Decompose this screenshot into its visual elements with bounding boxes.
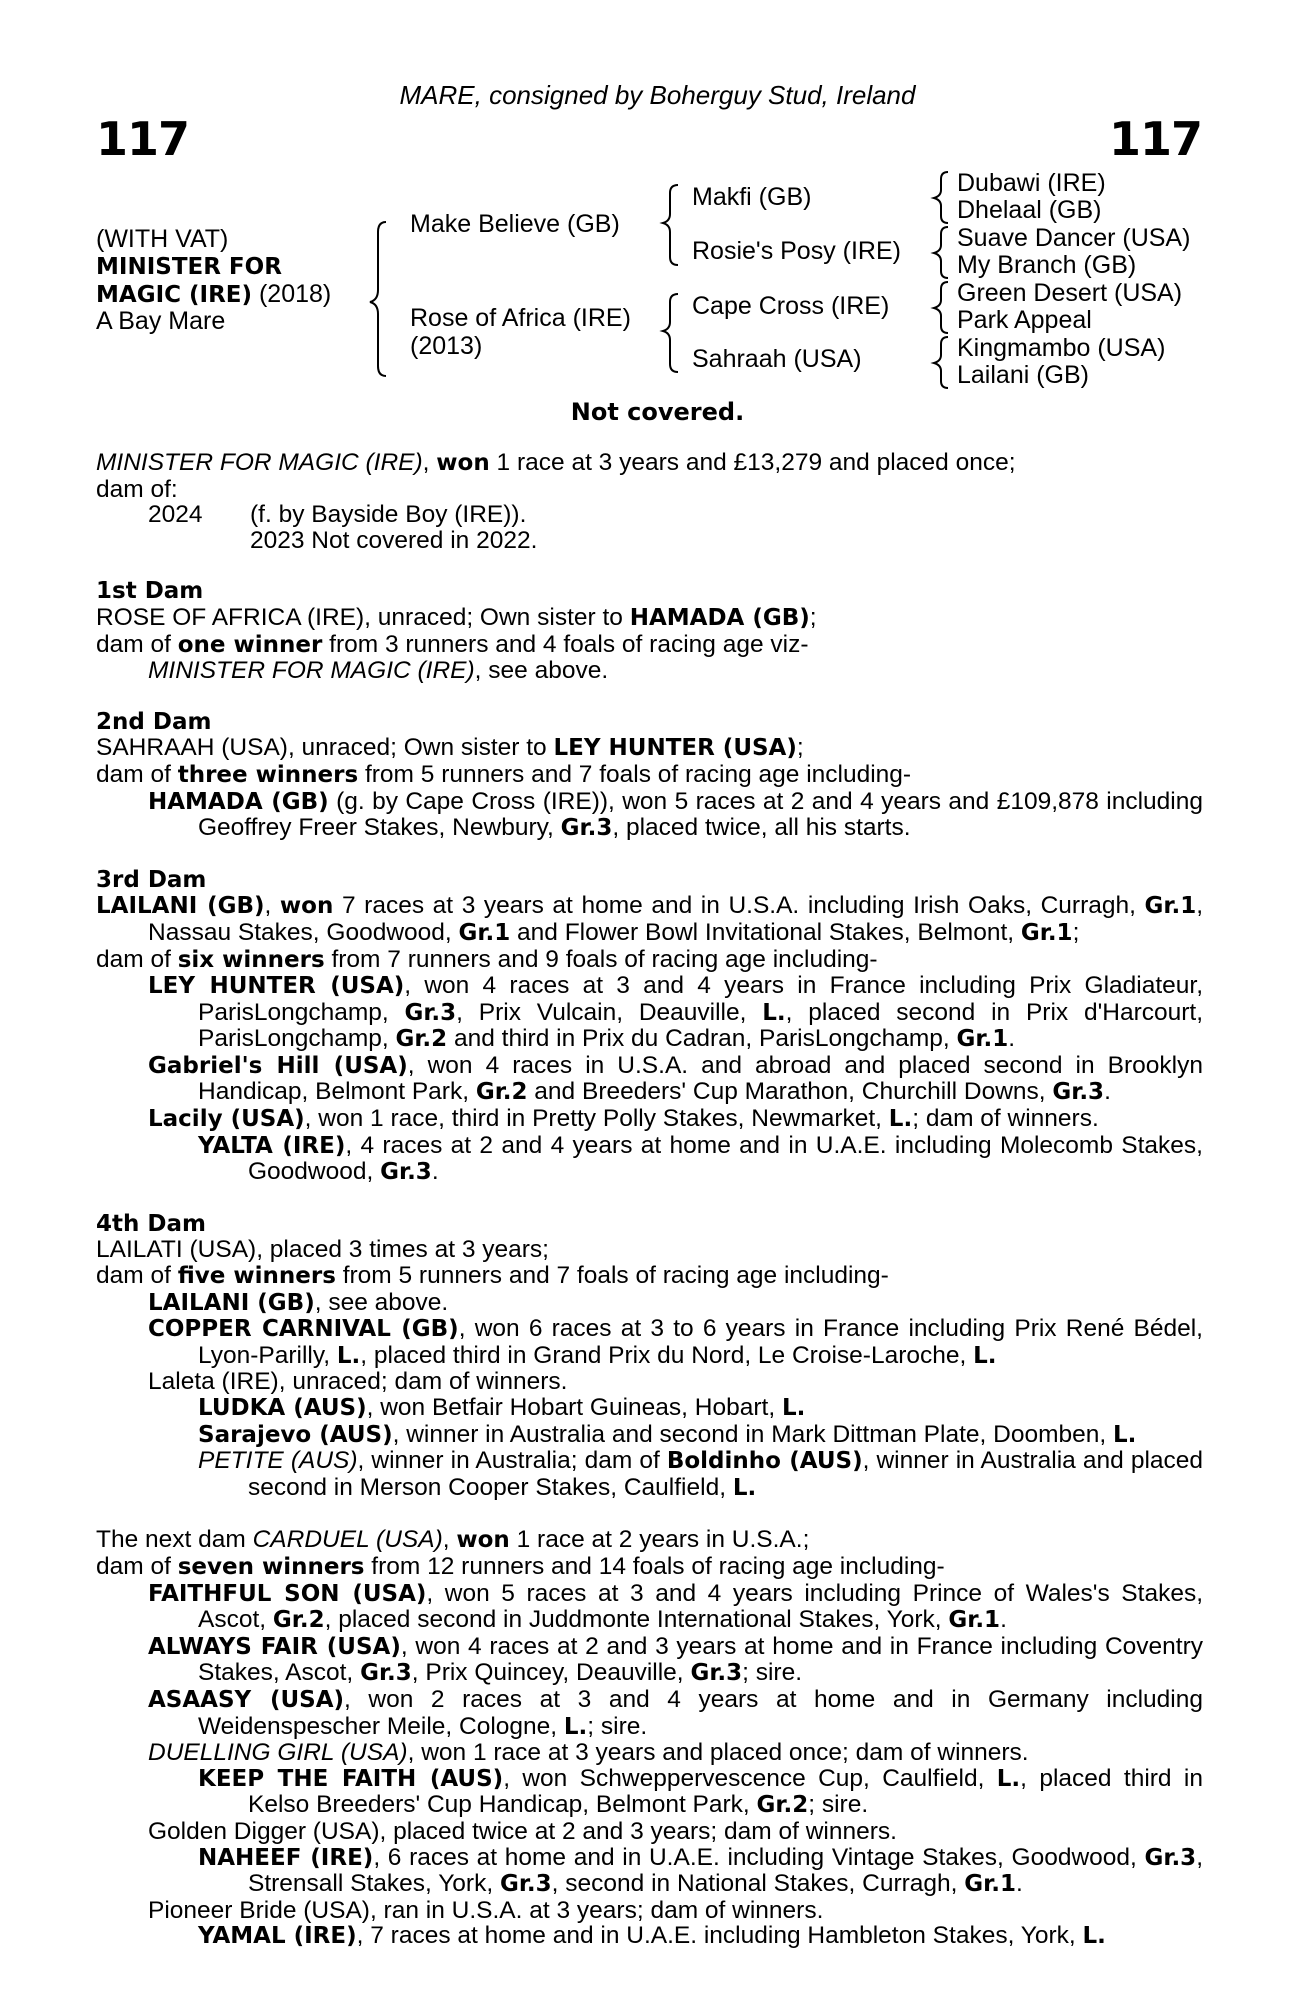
next-dam-line1 [96, 1527, 1203, 1554]
text: dam of [96, 760, 178, 788]
text: , 7 races at home and in U.A.E. including Hambleton Stakes, York, [356, 1922, 1083, 1950]
produce-row [96, 502, 1203, 528]
produce-text: (f. by Bayside Boy (IRE)). [250, 501, 527, 529]
text: . [1008, 1025, 1016, 1053]
text: , placed second in Juddmonte International Stakes, York, [324, 1606, 949, 1634]
horse-name-ref: LUDKA (AUS) [198, 1395, 367, 1421]
text: . [1000, 1606, 1007, 1634]
dam-of-label: dam of: [96, 475, 178, 503]
text: , [264, 892, 280, 920]
text: , won 4 races at 3 and 4 years in France including Prix Gladiateur, ParisLongchamp, [198, 972, 1203, 1026]
text: , won 2 races at 3 and 4 years at home and in Germany including Weidenspescher Meile, Cologne, [198, 1685, 1203, 1740]
next-dam-produce-1 [96, 1581, 1203, 1634]
fourth-dam-line1: LAILATI (USA), placed 3 times at 3 years; [96, 1236, 549, 1264]
text: dam of [96, 945, 178, 973]
grade: Gr.3 [560, 815, 613, 842]
text: , won 4 races at 2 and 3 years at home and in France including Coventry Stakes, Ascot, [198, 1632, 1204, 1687]
winners-count: one winner [177, 631, 323, 658]
text: ; sire. [808, 1791, 869, 1819]
grade: Gr.1 [948, 1607, 1001, 1634]
text: 7 races at 3 years at home and in U.S.A. including Irish Oaks, Curragh, [333, 892, 1145, 920]
horse-name-ref: COPPER CARNIVAL (GB) [148, 1316, 459, 1343]
horse-description: A Bay Mare [96, 307, 226, 335]
text: dam of [96, 630, 178, 658]
produce-year: 2024 [148, 501, 203, 529]
horse-name-ref: Lacily (USA) [148, 1106, 305, 1133]
text: from 3 runners and 4 foals of racing age viz- [322, 630, 809, 658]
first-dam-line2 [96, 632, 1203, 659]
horse-name-ref: HAMADA (GB) [148, 788, 329, 815]
grade: Gr.3 [690, 1660, 743, 1687]
text: , placed third in Grand Prix du Nord, Le Croise-Laroche, [360, 1341, 974, 1369]
grade: Gr.1 [1144, 893, 1197, 920]
text: from 7 runners and 9 foals of racing age including- [324, 945, 878, 973]
pedigree-dam: Rose of Africa (IRE) [410, 304, 631, 332]
pedigree-sire: Make Believe (GB) [410, 210, 620, 238]
text: and Flower Bowl Invitational Stakes, Belmont, [510, 918, 1021, 946]
pedigree-dam-sire: Cape Cross (IRE) [692, 292, 890, 320]
grade: Gr.2 [395, 1026, 448, 1053]
text: , Nassau Stakes, Goodwood, [148, 892, 1204, 946]
text: ; sire. [587, 1712, 648, 1740]
horse-name-ref: HAMADA (GB) [629, 604, 810, 631]
text: and third in Prix du Cadran, ParisLongchamp, [447, 1025, 957, 1053]
grade: Gr.3 [404, 999, 457, 1026]
text: , placed second in Prix d'Harcourt, ParisLongchamp, [198, 998, 1203, 1053]
grade: Gr.3 [1052, 1079, 1105, 1106]
horse-name-ref: CARDUEL (USA) [252, 1526, 443, 1554]
winners-count: five winners [177, 1263, 336, 1290]
horse-name: MAGIC (IRE) [96, 282, 253, 308]
foaling-year: (2018) [258, 280, 332, 308]
text: , won 4 races in U.S.A. and abroad and placed second in Brooklyn Handicap, Belmont Park, [198, 1051, 1203, 1106]
horse-name-ref: PETITE (AUS) [198, 1447, 358, 1475]
text: . [1015, 1870, 1023, 1898]
grade: L. [996, 1765, 1021, 1792]
text: ; [809, 603, 817, 631]
text: , winner in Australia; dam of [357, 1447, 667, 1475]
next-dam-produce-6: Pioneer Bride (USA), ran in U.S.A. at 3 years; dam of winners. [148, 1896, 824, 1924]
won-bold: won [436, 450, 490, 476]
fourth-dam-produce-1 [96, 1290, 1203, 1317]
horse-name-ref: LAILANI (GB) [96, 893, 265, 920]
pedigree-g3: Suave Dancer (USA) [957, 224, 1191, 252]
grade: Gr.3 [380, 1159, 432, 1186]
next-dam-produce-2 [96, 1634, 1203, 1687]
pedigree-sire-sire: Makfi (GB) [692, 183, 812, 211]
first-dam-line1 [96, 605, 1203, 632]
won-bold: won [279, 893, 334, 920]
grade: Gr.3 [360, 1660, 412, 1687]
horse-name-ref: LEY HUNTER (USA) [553, 735, 797, 762]
intro-line [96, 450, 1203, 477]
fourth-dam-produce-2 [96, 1316, 1203, 1369]
third-dam-produce-2 [96, 1053, 1203, 1106]
text: , Strensall Stakes, York, [248, 1843, 1203, 1898]
third-dam-produce-3 [96, 1106, 1203, 1133]
text: ; sire. [742, 1659, 803, 1687]
second-dam-line2 [96, 762, 1203, 789]
horse-name-ref: Sarajevo (AUS) [198, 1421, 393, 1448]
grade: L. [762, 999, 786, 1026]
horse-name-ref: DUELLING GIRL (USA) [148, 1739, 408, 1767]
text: from 5 runners and 7 foals of racing age including- [358, 760, 912, 788]
next-dam-grandproduce-3 [96, 1923, 1203, 1950]
text: , winner in Australia and second in Mark Dittman Plate, Doomben, [392, 1420, 1113, 1448]
first-dam-heading: 1st Dam [96, 578, 204, 605]
text: , won Betfair Hobart Guineas, Hobart, [366, 1394, 782, 1421]
vat-label: (WITH VAT) [96, 225, 229, 253]
text: . [1104, 1078, 1111, 1106]
text: , placed third in Kelso Breeders' Cup Handicap, Belmont Park, [248, 1764, 1203, 1819]
text: , won 6 races at 3 to 6 years in France including Prix René Bédel, Lyon-Parilly, [198, 1315, 1203, 1369]
text: 1 race at 2 years in U.S.A.; [509, 1526, 810, 1554]
pedigree-sire-dam: Rosie's Posy (IRE) [692, 237, 901, 265]
fourth-dam-grandproduce-1 [96, 1395, 1203, 1422]
grade: Gr.2 [475, 1079, 528, 1106]
next-dam-line2 [96, 1554, 1203, 1581]
grade: L. [888, 1106, 913, 1133]
text: ROSE OF AFRICA (IRE), unraced; Own sister to [96, 603, 630, 631]
next-dam-grandproduce-1 [96, 1766, 1203, 1819]
pedigree-g5: Green Desert (USA) [957, 279, 1183, 307]
third-dam-line1 [96, 893, 1203, 946]
grade: Gr.2 [756, 1792, 809, 1819]
next-dam-grandproduce-2 [96, 1845, 1203, 1898]
horse-name-ref: KEEP THE FAITH (AUS) [198, 1765, 504, 1792]
horse-name-line1: MINISTER FOR [96, 254, 282, 280]
next-dam-produce-4 [96, 1740, 1203, 1766]
text: , Prix Vulcain, Deauville, [456, 998, 763, 1026]
pedigree-g2: Dhelaal (GB) [957, 196, 1102, 224]
text: , see above. [314, 1288, 449, 1316]
produce-note: 2023 Not covered in 2022. [250, 526, 538, 554]
grade: Gr.3 [1144, 1844, 1197, 1871]
grade: Gr.2 [272, 1607, 325, 1634]
fourth-dam-grandproduce-3 [96, 1448, 1203, 1501]
next-dam-produce-5: Golden Digger (USA), placed twice at 2 and 3 years; dam of winners. [148, 1817, 897, 1845]
grade: L. [781, 1395, 806, 1421]
text: . [431, 1158, 439, 1186]
text: , [422, 449, 437, 476]
text: , [442, 1526, 457, 1554]
text: and Breeders' Cup Marathon, Churchill Downs, [527, 1078, 1053, 1106]
winners-count: six winners [177, 946, 325, 973]
third-dam-grandproduce [96, 1133, 1203, 1186]
catalogue-body [96, 450, 1203, 1950]
text: , won 5 races at 3 and 4 years including Prince of Wales's Stakes, Ascot, [198, 1579, 1204, 1634]
grade: Gr.1 [1020, 919, 1073, 946]
first-dam-line3 [96, 658, 1203, 684]
horse-name-ref: ALWAYS FAIR (USA) [148, 1633, 401, 1660]
pedigree-g1: Dubawi (IRE) [957, 169, 1106, 197]
pedigree-g7: Kingmambo (USA) [957, 334, 1166, 362]
text: , won Schweppervescence Cup, Caulfield, [503, 1764, 997, 1792]
text: 1 race at 3 years and £13,279 and placed once; [489, 449, 1016, 476]
horse-name-ref: YAMAL (IRE) [198, 1923, 357, 1950]
grade: L. [973, 1342, 997, 1369]
horse-name-ref: YALTA (IRE) [198, 1132, 346, 1159]
pedigree-dam-year: (2013) [410, 332, 483, 360]
text: (g. by Cape Cross (IRE)), won 5 races at 2 and 4 years and £109,878 including Geoffrey Freer Stakes, Newbury, [198, 787, 1203, 842]
lot-number-left: 117 [96, 112, 190, 166]
fourth-dam-grandproduce-2 [96, 1422, 1203, 1449]
horse-name-ref: NAHEEF (IRE) [198, 1844, 374, 1871]
winners-count: three winners [177, 761, 359, 788]
pedigree-g6: Park Appeal [957, 306, 1092, 334]
text: , see above. [474, 657, 609, 685]
grade: Gr.1 [964, 1871, 1016, 1898]
text: from 12 runners and 14 foals of racing age including- [364, 1552, 945, 1580]
text: , placed twice, all his starts. [612, 814, 911, 842]
text: , winner in Australia and placed second in Merson Cooper Stakes, Caulfield, [248, 1447, 1204, 1501]
next-dam-produce-3 [96, 1687, 1203, 1740]
second-dam-heading: 2nd Dam [96, 708, 212, 735]
pedigree-dam-dam: Sahraah (USA) [692, 345, 862, 373]
horse-name-ref: ASAASY (USA) [148, 1686, 345, 1713]
text: ; dam of winners. [912, 1105, 1099, 1133]
horse-name-ref: Gabriel's Hill (USA) [148, 1052, 408, 1079]
pedigree-g4: My Branch (GB) [957, 251, 1137, 279]
text: from 5 runners and 7 foals of racing age including- [335, 1262, 889, 1290]
text: , won 1 race at 3 years and placed once; dam of winners. [407, 1739, 1029, 1767]
text: dam of [96, 1262, 178, 1290]
winners-count: seven winners [177, 1553, 365, 1580]
text: , 6 races at home and in U.A.E. including Vintage Stakes, Goodwood, [373, 1843, 1145, 1871]
text: , Prix Quincey, Deauville, [411, 1659, 691, 1687]
consignor-line: MARE, consigned by Boherguy Stud, Ireland [399, 80, 916, 110]
not-covered-note: Not covered. [570, 398, 745, 426]
horse-name-ref: MINISTER FOR MAGIC (IRE) [148, 657, 475, 685]
text: dam of [96, 1552, 178, 1580]
text: The next dam [96, 1526, 253, 1554]
third-dam-line2 [96, 947, 1203, 974]
grade: L. [732, 1474, 757, 1501]
text: , won 1 race, third in Pretty Polly Stakes, Newmarket, [304, 1105, 889, 1133]
grade: Gr.1 [956, 1026, 1009, 1053]
won-bold: won [456, 1527, 510, 1554]
text: ; [1072, 918, 1080, 946]
lot-number-right: 117 [1108, 112, 1202, 166]
grade: L. [563, 1713, 588, 1740]
grade: Gr.1 [458, 919, 511, 946]
grade: Gr.3 [499, 1871, 552, 1898]
second-dam-line1 [96, 735, 1203, 762]
fourth-dam-heading: 4th Dam [96, 1210, 206, 1237]
third-dam-produce-1 [96, 973, 1203, 1053]
fourth-dam-produce-3: Laleta (IRE), unraced; dam of winners. [148, 1368, 568, 1396]
text: ; [796, 734, 804, 762]
second-dam-produce [96, 789, 1203, 842]
grade: L. [1082, 1923, 1106, 1950]
horse-name-ref: MINISTER FOR MAGIC (IRE) [96, 449, 423, 476]
pedigree-g8: Lailani (GB) [957, 361, 1089, 389]
horse-name-ref: LAILANI (GB) [148, 1289, 315, 1316]
horse-name-ref: LEY HUNTER (USA) [148, 973, 405, 1000]
horse-name-ref: Boldinho (AUS) [666, 1448, 863, 1475]
text: , second in National Stakes, Curragh, [551, 1870, 965, 1898]
grade: L. [1112, 1421, 1137, 1448]
fourth-dam-line2 [96, 1263, 1203, 1290]
horse-name-ref: FAITHFUL SON (USA) [148, 1580, 427, 1607]
grade: L. [336, 1342, 361, 1369]
text: SAHRAAH (USA), unraced; Own sister to [96, 734, 554, 762]
text: , 4 races at 2 and 4 years at home and in U.A.E. including Molecomb Stakes, Goodwood, [248, 1131, 1203, 1186]
third-dam-heading: 3rd Dam [96, 866, 207, 893]
